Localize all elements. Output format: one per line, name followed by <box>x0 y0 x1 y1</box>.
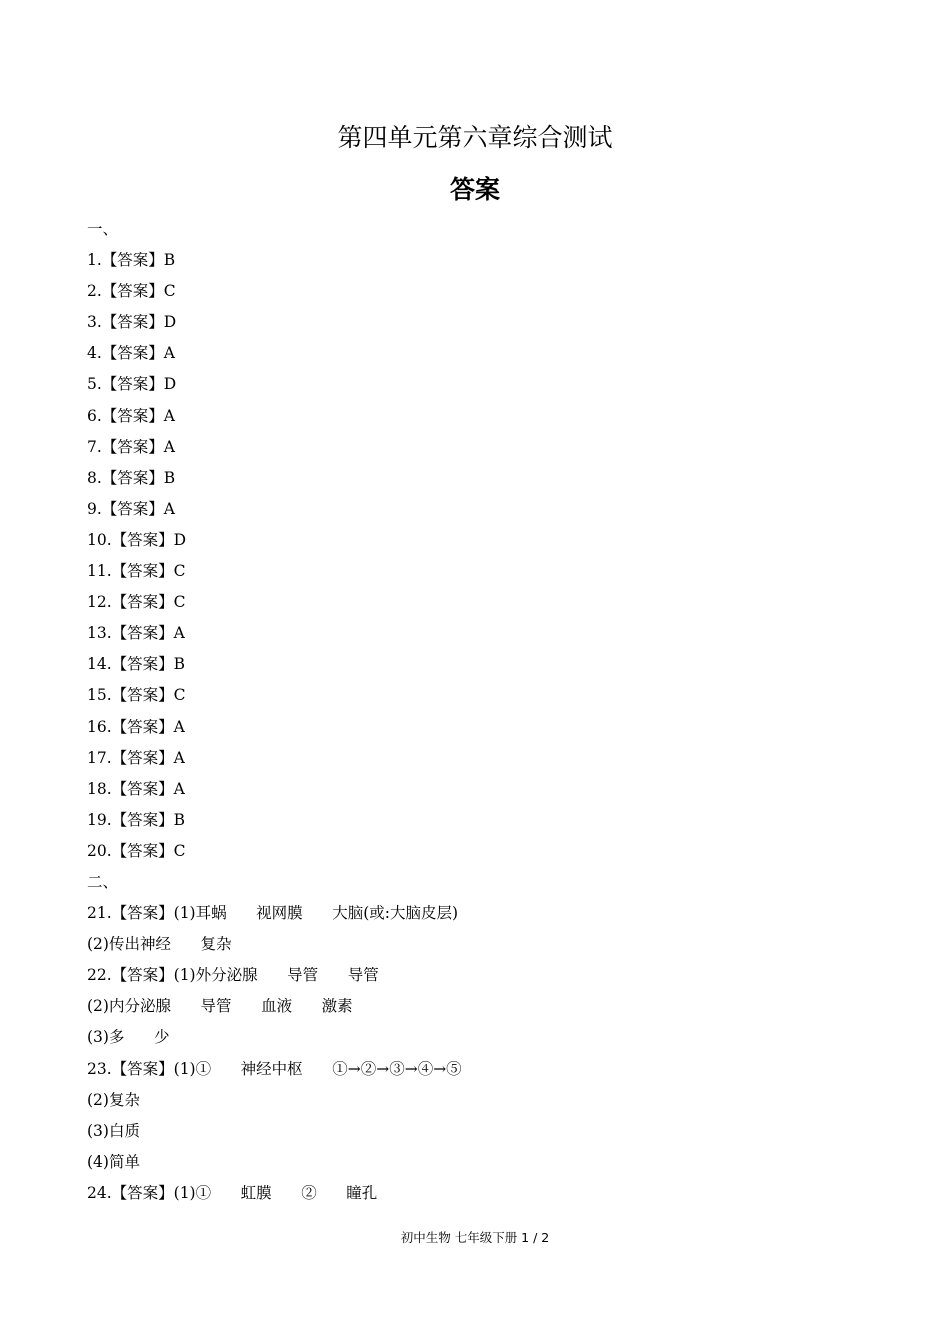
answer-line: 12.【答案】C <box>87 593 186 612</box>
answer-line: 7.【答案】A <box>87 437 175 456</box>
answer-line: 16.【答案】A <box>87 717 185 736</box>
section-heading: 二、 <box>87 872 119 891</box>
answer-line: 4.【答案】A <box>87 344 175 363</box>
page-footer: 初中生物 七年级下册 1 / 2 <box>400 1230 550 1245</box>
answer-line: (3)多 少 <box>87 1028 170 1047</box>
answer-line: 17.【答案】A <box>87 748 185 767</box>
answer-line: (3)白质 <box>87 1121 140 1140</box>
answer-line: 19.【答案】B <box>87 810 186 829</box>
answer-line: 24.【答案】(1)① 虹膜 ② 瞳孔 <box>87 1183 378 1202</box>
answer-line: (4)简单 <box>87 1152 140 1171</box>
answer-line: 20.【答案】C <box>87 841 186 860</box>
answer-line: 5.【答案】D <box>87 375 177 394</box>
answer-line: 14.【答案】B <box>87 655 186 674</box>
answer-line: 11.【答案】C <box>87 562 186 581</box>
answer-line: 21.【答案】(1)耳蜗 视网膜 大脑(或:大脑皮层) <box>87 904 459 923</box>
page-subtitle: 答案 <box>449 175 500 204</box>
answer-line: 3.【答案】D <box>87 313 177 332</box>
answer-line: 2.【答案】C <box>87 282 176 301</box>
answer-line: 1.【答案】B <box>87 251 176 270</box>
section-heading: 一、 <box>87 220 119 238</box>
answer-line: 6.【答案】A <box>87 406 175 425</box>
answer-line: 15.【答案】C <box>87 686 186 705</box>
answer-line: 22.【答案】(1)外分泌腺 导管 导管 <box>87 966 379 985</box>
answer-line: 8.【答案】B <box>87 468 176 487</box>
answer-line: 23.【答案】(1)① 神经中枢 ①→②→③→④→⑤ <box>87 1059 462 1078</box>
page-title: 第四单元第六章综合测试 <box>337 123 613 152</box>
answer-line: 10.【答案】D <box>87 530 187 549</box>
answer-line: 13.【答案】A <box>87 624 185 643</box>
answer-line: (2)传出神经 复杂 <box>87 935 232 954</box>
answer-line: (2)复杂 <box>87 1090 140 1109</box>
answer-line: (2)内分泌腺 导管 血液 激素 <box>87 997 353 1016</box>
answer-list <box>87 214 887 1209</box>
answer-line: 18.【答案】A <box>87 779 185 798</box>
answer-line: 9.【答案】A <box>87 499 175 518</box>
